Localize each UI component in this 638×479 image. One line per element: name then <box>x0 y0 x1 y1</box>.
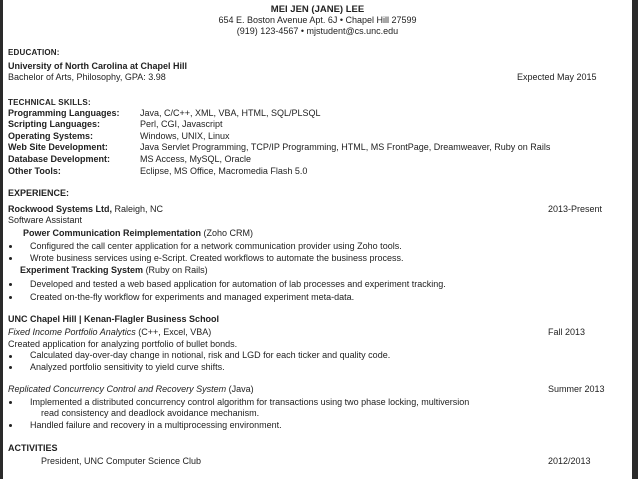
unc-project1-tool: (C++, Excel, VBA) <box>135 327 212 337</box>
resume-page <box>3 0 632 479</box>
unc-p1-bullet-2: Analyzed portfolio sensitivity to yield curve shifts. <box>30 362 225 372</box>
unc-project1-desc: Created application for analyzing portfolio of bullet bonds. <box>8 339 238 349</box>
rockwood-company: Rockwood Systems Ltd, <box>8 204 113 214</box>
rockwood-p2-bullet-1: Developed and tested a web based application for automation of lab processes and experiment tracking. <box>30 279 446 289</box>
unc-project1 <box>8 327 211 338</box>
skill-value-programming: Java, C/C++, XML, VBA, HTML, SQL/PLSQL <box>140 108 321 118</box>
rockwood-role: Software Assistant <box>8 215 83 225</box>
project2-title: Experiment Tracking System <box>20 265 144 275</box>
school-name: University of North Carolina at Chapel Hill <box>8 61 188 71</box>
project1-tool: (Zoho CRM) <box>201 228 254 238</box>
project1-title: Power Communication Reimplementation <box>23 228 202 238</box>
bullet-icon <box>9 355 12 358</box>
unc-project1-title: Fixed Income Portfolio Analytics <box>8 327 136 337</box>
bullet-icon <box>9 366 12 369</box>
unc-project2-dates: Summer 2013 <box>548 384 605 394</box>
unc-project2-tool: (Java) <box>226 384 254 394</box>
education-heading: EDUCATION: <box>8 48 60 57</box>
skill-value-web: Java Servlet Programming, TCP/IP Programming, HTML, MS FrontPage, Dreamweaver, Ruby on Rails <box>140 142 551 152</box>
bullet-icon <box>9 424 12 427</box>
unc-project2 <box>8 384 254 395</box>
unc-p2-bullet-1-line2: read consistency and deadlock avoidance mechanism. <box>41 408 260 418</box>
skill-label-web: Web Site Development: <box>8 142 108 152</box>
unc-p2-bullet-2: Handled failure and recovery in a multiprocessing environment. <box>30 420 282 430</box>
rockwood-p2-bullet-2: Created on-the-fly workflow for experiments and managed experiment meta-data. <box>30 292 355 302</box>
expected-date: Expected May 2015 <box>517 72 597 82</box>
unc-p2-bullet-1-line1: Implemented a distributed concurrency control algorithm for transactions using two phase locking, multiversion <box>30 397 470 407</box>
bullet-icon <box>9 296 12 299</box>
activity-item: President, UNC Computer Science Club <box>41 456 202 466</box>
unc-p1-bullet-1: Calculated day-over-day change in notional, risk and LGD for each ticker and quality code. <box>30 350 391 360</box>
activities-heading: ACTIVITIES <box>8 443 58 453</box>
rockwood-location: Raleigh, NC <box>112 204 164 214</box>
skill-label-os: Operating Systems: <box>8 131 94 141</box>
rockwood-p1-bullet-2: Wrote business services using e-Script. Created workflows to automate the business process. <box>30 253 404 263</box>
degree: Bachelor of Arts, Philosophy, GPA: 3.98 <box>8 72 166 82</box>
rockwood-company-line <box>8 204 163 215</box>
applicant-name: MEI JEN (JANE) LEE <box>270 4 365 15</box>
skill-value-os: Windows, UNIX, Linux <box>140 131 230 141</box>
skills-heading: TECHNICAL SKILLS: <box>8 98 91 107</box>
skill-label-scripting: Scripting Languages: <box>8 119 101 129</box>
experience-heading: EXPERIENCE: <box>8 188 70 198</box>
activity-dates: 2012/2013 <box>548 456 591 466</box>
skill-value-database: MS Access, MySQL, Oracle <box>140 154 252 164</box>
skill-label-programming: Programming Languages: <box>8 108 120 118</box>
skill-value-other: Eclipse, MS Office, Macromedia Flash 5.0 <box>140 166 308 176</box>
rockwood-project2 <box>20 265 208 276</box>
bullet-icon <box>9 245 12 248</box>
contact-line: (919) 123-4567 • mjstudent@cs.unc.edu <box>236 26 399 36</box>
skill-label-database: Database Development: <box>8 154 111 164</box>
rockwood-p1-bullet-1: Configured the call center application for a network communication provider using Zoho tools. <box>30 241 402 251</box>
unc-project2-title: Replicated Concurrency Control and Recovery System <box>8 384 227 394</box>
bullet-icon <box>9 283 12 286</box>
project2-tool: (Ruby on Rails) <box>143 265 208 275</box>
address-line: 654 E. Boston Avenue Apt. 6J • Chapel Hill 27599 <box>218 15 417 25</box>
unc-project1-dates: Fall 2013 <box>548 327 586 337</box>
skill-value-scripting: Perl, CGI, Javascript <box>140 119 223 129</box>
skill-label-other: Other Tools: <box>8 166 61 176</box>
rockwood-project1 <box>23 228 253 239</box>
rockwood-dates: 2013-Present <box>548 204 603 214</box>
unc-org: UNC Chapel Hill | Kenan-Flagler Business School <box>8 314 220 324</box>
bullet-icon <box>9 401 12 404</box>
bullet-icon <box>9 257 12 260</box>
